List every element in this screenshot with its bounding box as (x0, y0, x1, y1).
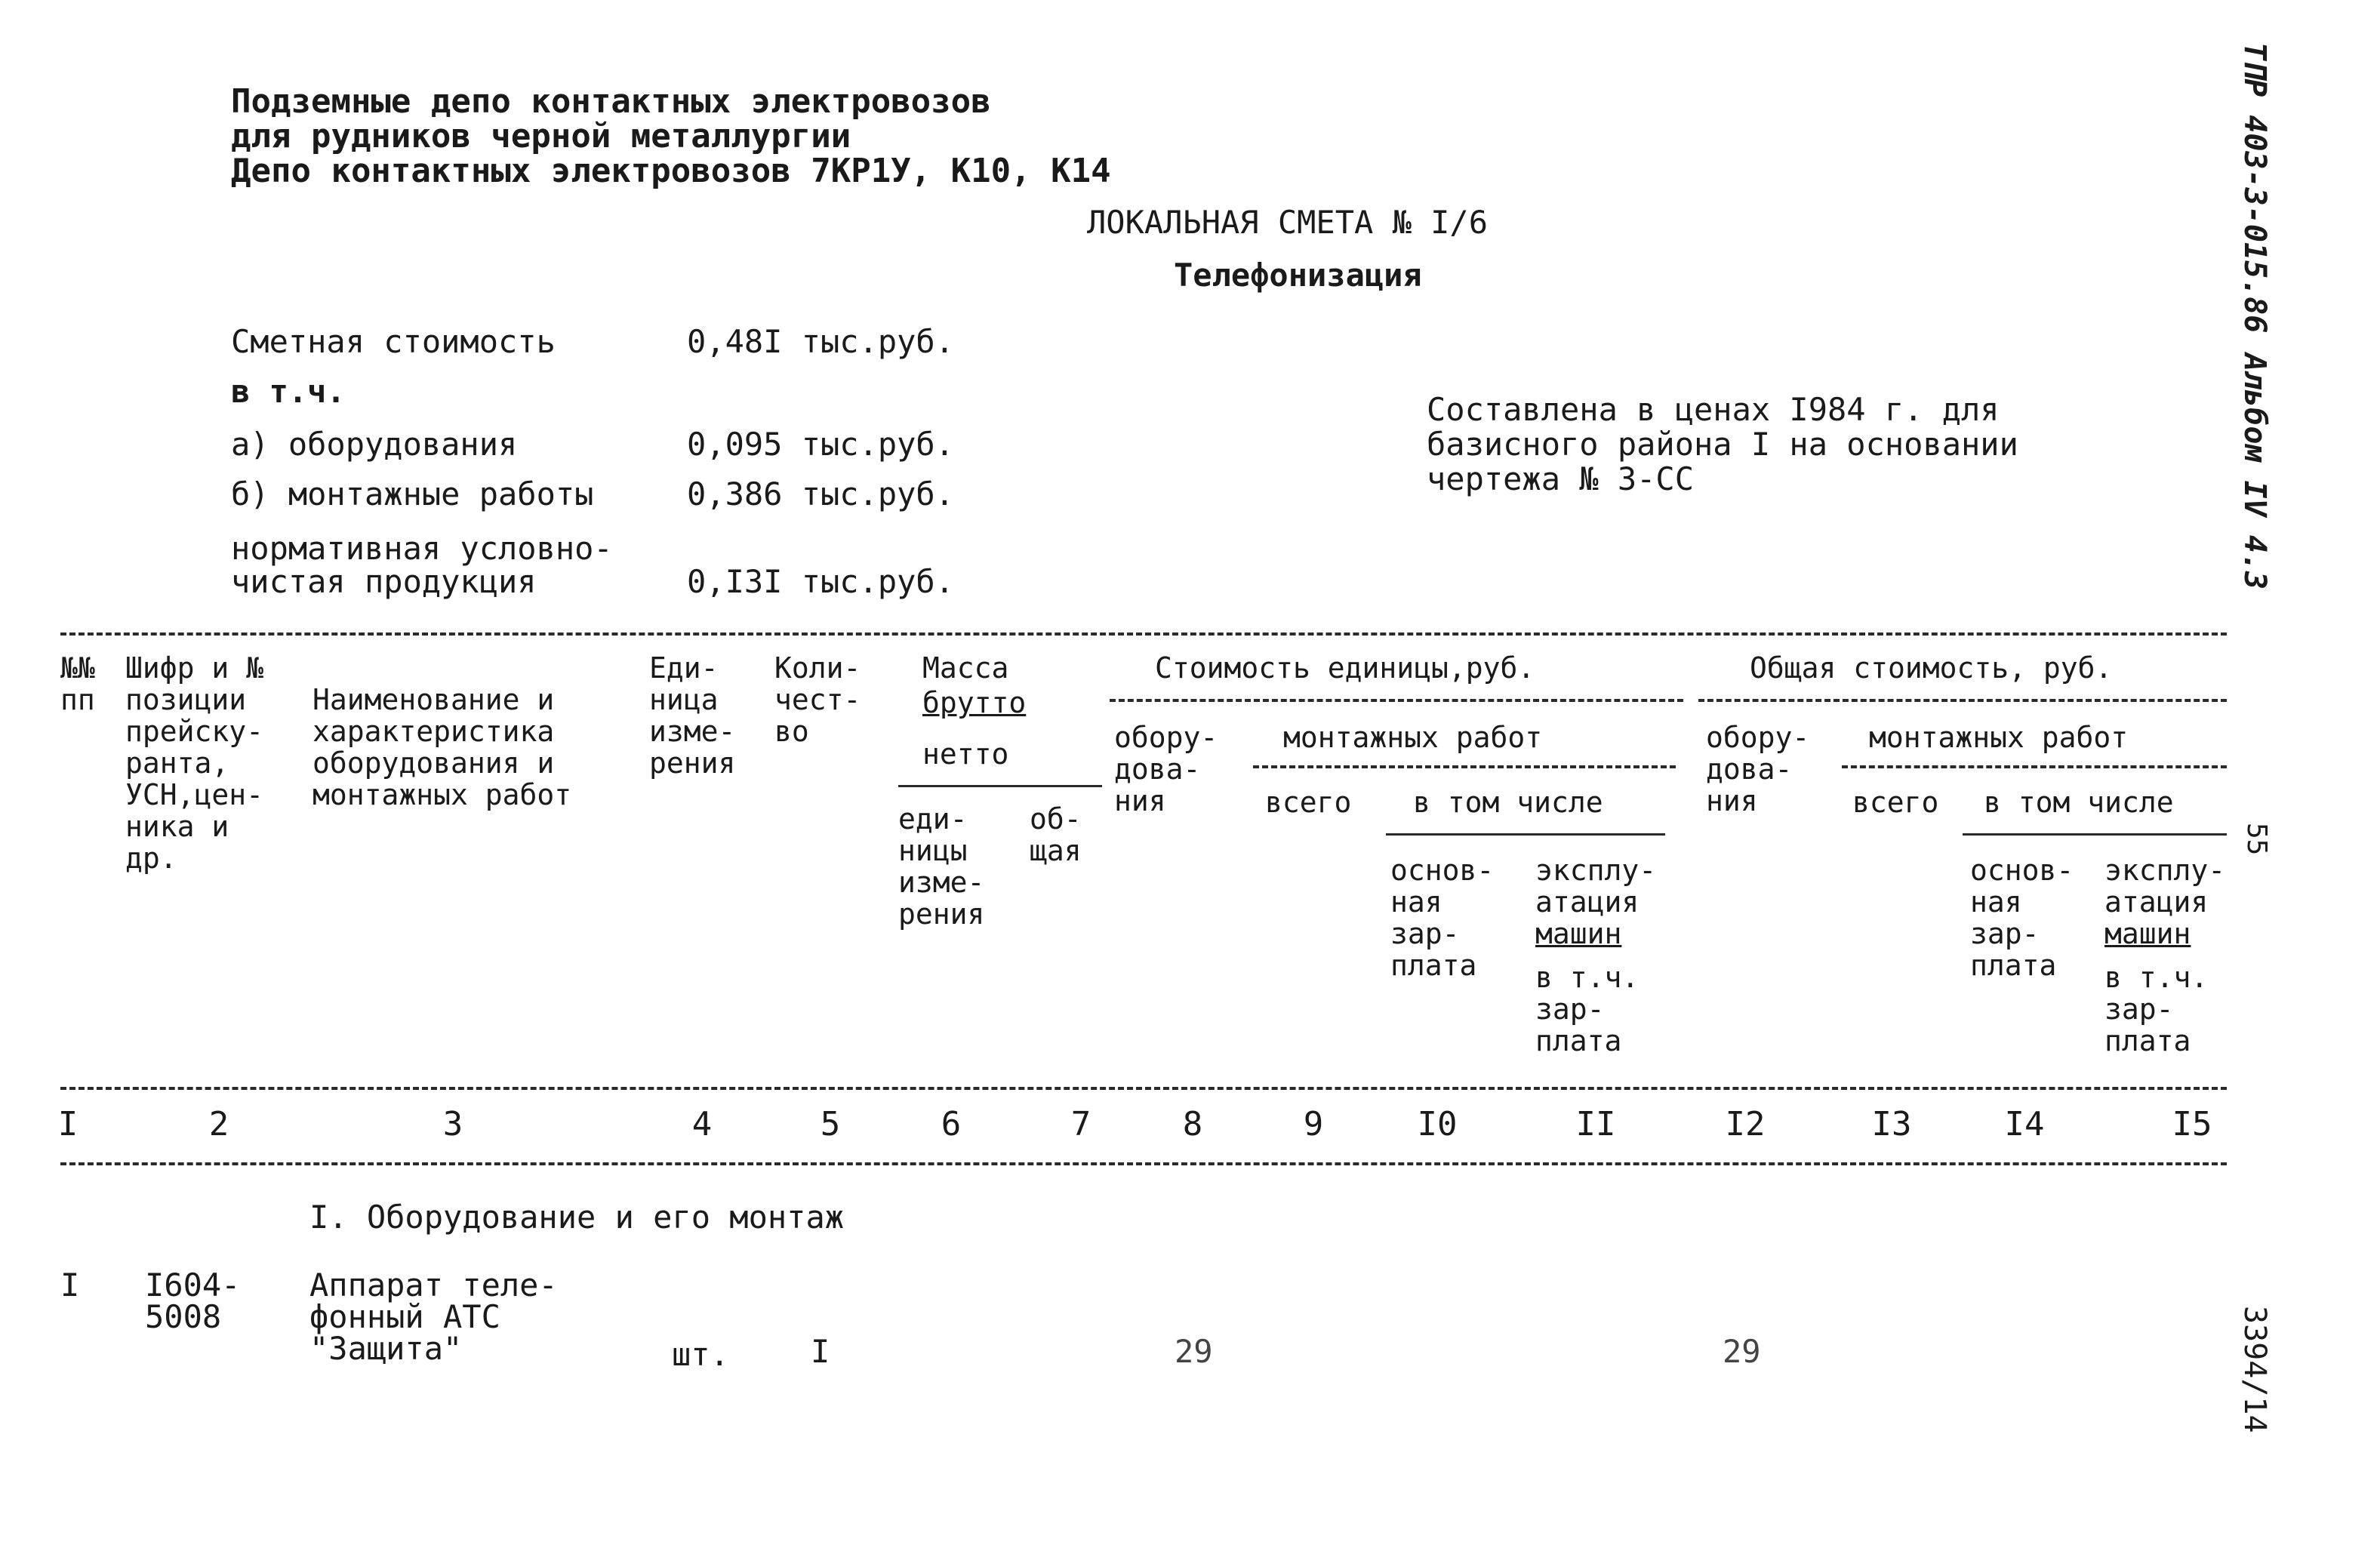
unit-vtom-header: в том числе (1413, 786, 1603, 819)
estimate-subject: Телефонизация (1174, 257, 1422, 294)
norm-label-2: чистая продукция (231, 563, 537, 600)
row-num: I (60, 1267, 80, 1303)
col-mass-total-header: об- щая (1030, 802, 1082, 867)
total-vsego-header: всего (1852, 786, 1939, 819)
header-line-1: Подземные депо контактных электровозов (231, 82, 991, 121)
unit-vtom-rule (1386, 833, 1665, 836)
col-number-3: 3 (442, 1105, 463, 1143)
col-number-11: II (1575, 1105, 1616, 1143)
total-vtom-rule (1963, 833, 2227, 836)
col-number-15: I5 (2172, 1105, 2212, 1143)
unit-cost-header: Стоимость единицы,руб. (1155, 651, 1535, 685)
col-number-12: I2 (1725, 1105, 1766, 1143)
equip-label: а) оборудования (231, 426, 518, 463)
col-number-7: 7 (1070, 1105, 1091, 1143)
col-unit-header: Еди- ница изме- рения (649, 651, 736, 780)
unit-expl-header: эксплу- атация машин в т.ч. зар- плата (1535, 854, 1657, 1057)
table-top-rule (60, 632, 2227, 636)
estimate-title: ЛОКАЛЬНАЯ СМЕТА № I/6 (1087, 204, 1489, 241)
unit-osn-header: основ- ная зар- плата (1390, 854, 1495, 982)
col-code-header: Шифр и № позиции прейску- ранта, УСН,цен- ника и др. (125, 651, 264, 875)
total-cost-rule (1698, 699, 2227, 702)
col-number-4: 4 (691, 1105, 713, 1143)
margin-doc-code: ТПР 403-3-015.86 (2237, 42, 2272, 334)
total-equip-header: обору- дова- ния (1706, 721, 1810, 817)
mass-rule (898, 785, 1102, 787)
total-install-header: монтажных работ (1869, 721, 2129, 754)
netto-header: нетто (922, 737, 1009, 771)
col-mass-unit-header: еди- ницы изме- рения (898, 802, 985, 931)
row-equip-unit: 29 (1175, 1333, 1213, 1370)
header-bottom-rule (60, 1087, 2227, 1090)
composed-line-1: Составлена в ценах I984 г. для (1427, 391, 2000, 428)
numbers-bottom-rule (60, 1162, 2227, 1165)
col-number-10: I0 (1417, 1105, 1458, 1143)
col-number-9: 9 (1303, 1105, 1324, 1143)
unit-install-header: монтажных работ (1283, 721, 1543, 754)
install-value: 0,386 тыс.руб. (687, 476, 955, 512)
section-title: I. Оборудование и его монтаж (309, 1199, 845, 1236)
header-line-2: для рудников черной металлургии (231, 117, 851, 155)
total-osn-header: основ- ная зар- плата (1970, 854, 2074, 982)
unit-install-rule (1253, 765, 1676, 768)
equip-value: 0,095 тыс.руб. (687, 426, 955, 463)
col-qty-header: Коли- чест- во (774, 651, 861, 748)
row-qty: I (811, 1333, 830, 1370)
total-install-rule (1842, 765, 2227, 768)
margin-page-number: 55 (2241, 823, 2272, 856)
unit-vsego-header: всего (1265, 786, 1352, 819)
margin-stamp: 3394/14 (2237, 1306, 2272, 1433)
col-number-8: 8 (1182, 1105, 1203, 1143)
mass-header: Масса (922, 651, 1009, 685)
col-number-1: I (57, 1105, 79, 1143)
composed-line-2: базисного района I на основании (1427, 426, 2018, 463)
col-number-2: 2 (208, 1105, 229, 1143)
install-label: б) монтажные работы (231, 476, 594, 512)
composed-line-3: чертежа № 3-СС (1427, 460, 1695, 497)
norm-value: 0,I3I тыс.руб. (687, 563, 955, 600)
total-expl-header: эксплу- атация машин в т.ч. зар- плата (2104, 854, 2226, 1057)
col-number-6: 6 (941, 1105, 962, 1143)
norm-label-1: нормативная условно- (231, 530, 613, 567)
col-number-13: I3 (1871, 1105, 1912, 1143)
unit-equip-header: обору- дова- ния (1114, 721, 1218, 817)
unit-cost-rule (1110, 699, 1683, 702)
col-num-header: №№ пп (60, 651, 95, 716)
row-equip-total: 29 (1723, 1333, 1761, 1370)
row-unit: шт. (672, 1336, 729, 1373)
col-name-header: Наименование и характеристика оборудования и монтажных работ (313, 683, 572, 811)
brutto-header: брутто (922, 686, 1027, 719)
cost-label: Сметная стоимость (231, 323, 556, 360)
header-line-3: Депо контактных электровозов 7КР1У, К10, К14 (231, 152, 1111, 190)
margin-album: Альбом IV 4.3 (2237, 353, 2272, 590)
total-vtom-header: в том числе (1984, 786, 2174, 819)
cost-value: 0,48I тыс.руб. (687, 323, 955, 360)
total-cost-header: Общая стоимость, руб. (1750, 651, 2113, 685)
row-name: Аппарат теле- фонный АТС "Защита" (309, 1267, 558, 1367)
col-number-14: I4 (2004, 1105, 2045, 1143)
incl-label: в т.ч. (231, 373, 346, 410)
col-number-5: 5 (820, 1105, 841, 1143)
row-code: I604- 5008 (145, 1267, 241, 1335)
